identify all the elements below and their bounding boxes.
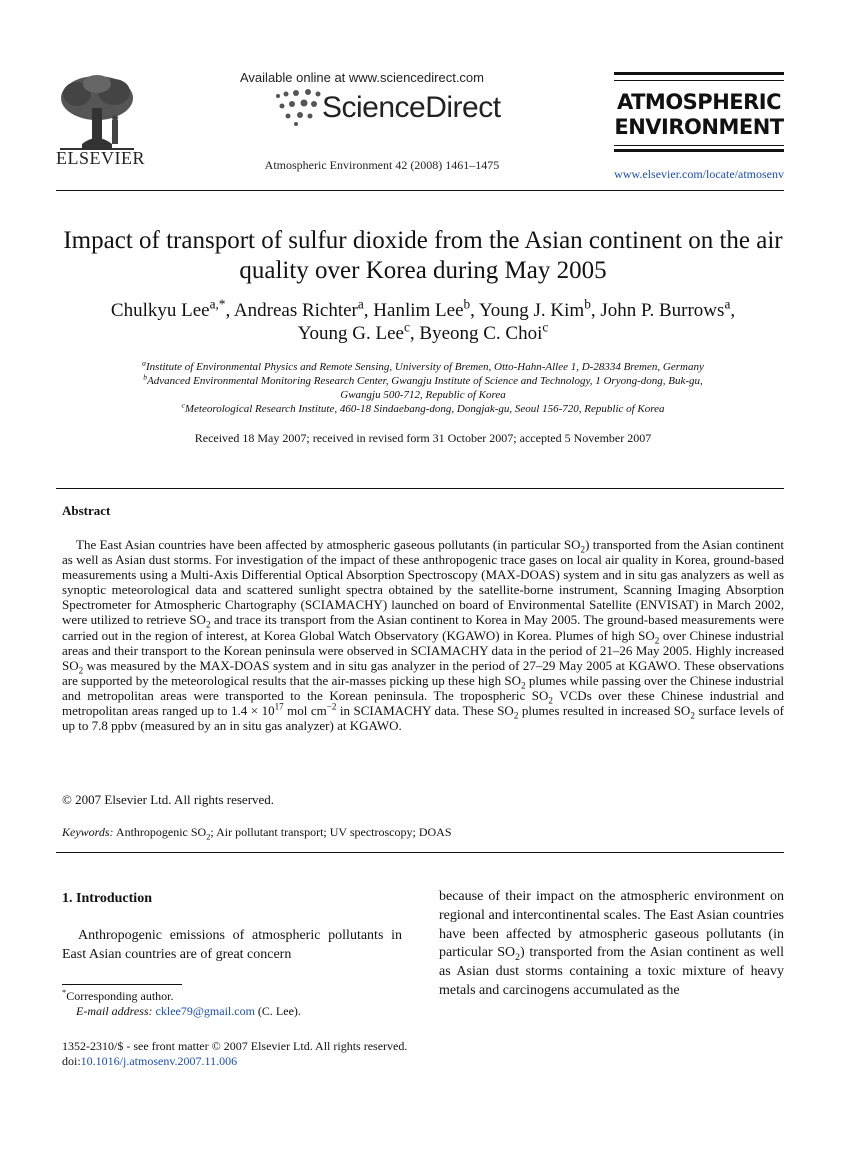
journal-logo-line2: ENVIRONMENT [614,115,784,139]
author[interactable]: Young G. Lee$^c$ [297,319,410,344]
abstract-top-divider [56,488,784,489]
author[interactable]: John P. Burrows$^a$ [600,296,731,321]
doi-link[interactable]: 10.1016/j.atmosenv.2007.11.006 [80,1054,238,1068]
footnote-divider [62,984,182,985]
journal-logo-rule [614,80,784,81]
affiliation: $^a$Institute of Environmental Physics and Remote Sensing, University of Bremen, Otto-Hahn-Allee 1, D-28334 Bremen, Germany [142,358,704,373]
sciencedirect-logo: ScienceDirect [322,91,501,124]
front-matter: 1352-2310/$ - see front matter © 2007 Elsevier Ltd. All rights reserved. doi:10.1016/j.atmosenv.2007.11.006 [62,1039,408,1068]
publisher-name: ELSEVIER [56,148,145,168]
email-link[interactable]: cklee79@gmail.com [155,1004,255,1018]
affiliation: Gwangju 500-712, Republic of Korea [340,389,506,401]
header-divider [56,190,784,191]
abstract-heading: Abstract [62,503,111,518]
affiliations [40,360,806,416]
keywords: Keywords: Anthropogenic $SO_2$; Air pollutant transport; UV spectroscopy; DOAS [62,825,452,842]
journal-reference: Atmospheric Environment 42 (2008) 1461–1475 [264,158,500,172]
intro-paragraph-right: because of their impact on the atmospheric environment on regional and intercontinental scales. The East Asian countries have been affected by atmospheric gaseous pollutants (in particular $SO_2$) transported from the Asian continent as well as Asian dust storms containing a toxic mixture of heavy metals and carcinogens accumulated as the [439,889,784,998]
journal-logo-rule [614,72,784,75]
sciencedirect-dots-icon [270,88,330,128]
keywords-divider [56,852,784,853]
author-list: Chulkyu Lee$^{a,*}$, Andreas Richter$^a$, Hanlim Lee$^b$, Young J. Kim$^b$, John P. Burrows$^a$, Young G. Lee$^c$, Byeong C. Choi$^c$ [110,296,736,344]
abstract-text: The East Asian countries have been affected by atmospheric gaseous pollutants (in particular $SO_2$) transported from the Asian continent as well as Asian dust storms. For investigation of the impact of these anthropogenic trace gases on local air quality in Korea, ground-based measurements using a Multi-Axis Differential Optical Absorption Spectroscopy (MAX-DOAS) system and in situ gas analyzers as well as synoptic meteorological data and scattered sunlight spectra obtained by the satellite-borne instrument, Scanning Imaging Absorption Spectrometer for Atmospheric Chartography (SCIAMACHY) launched on board of Environmental Satellite (ENVISAT) in March 2002, were utilized to retrieve $SO_2$ and trace its transport from the Asian continent to Korea in May 2005. The ground-based measurements were carried out in the region of interest, at Korea Global Watch Observatory (KGAWO) in Korea. Plumes of high $SO_2$ over Chinese industrial areas and their transport to the Korean peninsula were observed in SCIAMACHY data in the period of 21–26 May 2005. Highly increased $SO_2$ was measured by the MAX-DOAS system and in situ gas analyzer in the period of 27–29 May 2005 at KGAWO. These observations are supported by the meteorological results that the air-masses picking up these high $SO_2$ plumes while passing over the Chinese industrial and metropolitan areas were transported to the Korean peninsula. The tropospheric $SO_2$ VCDs over these Chinese industrial and metropolitan areas ranged up to $1.4 \times 10^{17}$ mol $cm^{-2}$ in SCIAMACHY data. These $SO_2$ plumes resulted in increased $SO_2$ surface levels of up to 7.8 ppbv (measured by an in situ gas analyzer) at KGAWO. [62,537,785,734]
section-heading-introduction: 1. Introduction [62,891,152,906]
author[interactable]: Andreas Richter$^a$ [233,296,364,321]
article-title: Impact of transport of sulfur dioxide from the Asian continent on the air quality over Korea during May 2005 [63,227,783,284]
copyright-notice: © 2007 Elsevier Ltd. All rights reserved. [62,792,275,807]
received-dates: Received 18 May 2007; received in revised form 31 October 2007; accepted 5 November 2007 [194,431,652,445]
author[interactable]: Hanlim Lee$^b$ [373,296,471,321]
affiliation: $^c$Meteorological Research Institute, 460-18 Sindaebang-dong, Dongjak-gu, Seoul 156-720, Republic of Korea [181,400,665,415]
journal-logo-rule [614,149,784,152]
intro-paragraph-left: Anthropogenic emissions of atmospheric pollutants in East Asian countries are of great concern [62,928,402,962]
author[interactable]: Young J. Kim$^b$ [478,296,591,321]
available-online-text: Available online at www.sciencedirect.com [240,70,484,85]
author[interactable]: Byeong C. Choi$^c$ [419,319,549,344]
footnote: *Corresponding author. E-mail address: cklee79@gmail.com (C. Lee). [62,988,301,1018]
journal-logo-rule [614,145,784,146]
author[interactable]: Chulkyu Lee$^{a,*}$ [110,296,226,321]
journal-homepage-link[interactable]: www.elsevier.com/locate/atmosenv [614,167,784,181]
affiliation: $^b$Advanced Environmental Monitoring Research Center, Gwangju Institute of Science and Technology, 1 Oryong-dong, Buk-gu, [143,372,703,387]
journal-logo-line1: ATMOSPHERIC [616,90,782,114]
